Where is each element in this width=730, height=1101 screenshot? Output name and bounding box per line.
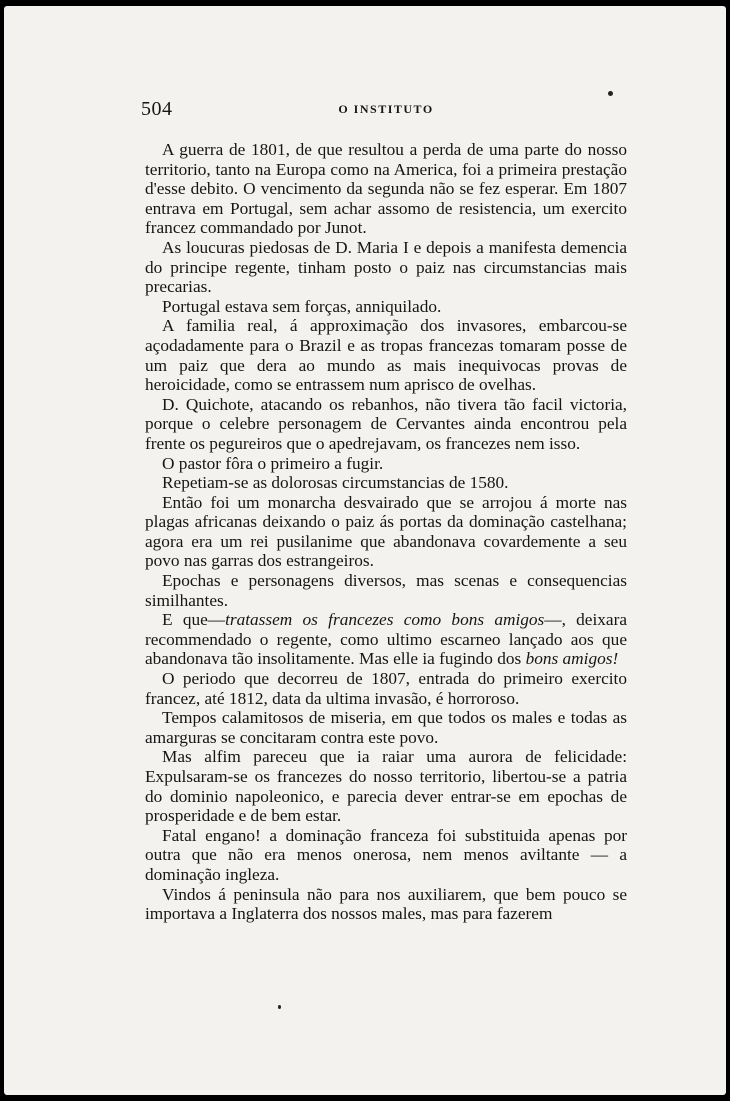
italic-phrase: bons amigos! xyxy=(525,649,619,669)
paragraph: Vindos á peninsula não para nos auxiliarem, que bem pouco se importava a Inglaterra dos nossos males, mas para fazerem xyxy=(145,884,627,924)
paragraph: Tempos calamitosos de miseria, em que todos os males e todas as amarguras se concitaram contra este povo. xyxy=(145,708,627,747)
paragraph: A guerra de 1801, de que resultou a perda de uma parte do nosso territorio, tanto na Europa como na America, foi a primeira prestação d'esse debito. O vencimento da segunda não se fez esperar. Em 1807 entrava em Portugal, sem achar assomo de resistencia, um exercito francez commandado por Junot. xyxy=(145,140,627,238)
paragraph: O pastor fôra o primeiro a fugir. xyxy=(162,453,384,473)
ink-speck xyxy=(278,1005,281,1009)
paragraph: Mas alfim pareceu que ia raiar uma aurora de felicidade: Expulsaram-se os francezes do nosso territorio, libertou-se a patria do dominio napoleonico, e parecia dever entrar-se em epochas de prosperidade e de bem estar. xyxy=(145,747,627,826)
paragraph: A familia real, á approximação dos invasores, embarcou-se açodadamente para o Brazil e as tropas francezas tomaram posse de um paiz que dera ao mundo as mais inequivocas provas de heroicidade, como se entrassem num aprisco de ovelhas. xyxy=(145,316,627,395)
page-header xyxy=(141,92,627,122)
paragraph-text: —, deixara recommendado o regente, como ultimo escarneo lançado aos que abandonava tão insolitamente. Mas elle ia fugindo dos xyxy=(145,610,628,669)
running-head: O INSTITUTO xyxy=(338,102,434,116)
paragraph xyxy=(145,610,627,669)
body-text xyxy=(145,140,627,924)
paragraph: Portugal estava sem forças, anniquilado. xyxy=(162,296,442,316)
paragraph: Fatal engano! a dominação franceza foi substituida apenas por outra que não era menos onerosa, nem menos aviltante — a dominação ingleza. xyxy=(145,825,627,884)
paragraph: Então foi um monarcha desvairado que se arrojou á morte nas plagas africanas deixando o paiz ás portas da dominação castelhana; agora era um rei pusilanime que abandonava covardemente a seu povo nas garras dos estrangeiros. xyxy=(145,492,627,571)
italic-quote: tratassem os francezes como bons amigos xyxy=(225,610,545,630)
paragraph: As loucuras piedosas de D. Maria I e depois a manifesta demencia do principe regente, tinham posto o paiz nas circumstancias mais precarias. xyxy=(145,237,627,297)
paragraph: Repetiam-se as dolorosas circumstancias de 1580. xyxy=(162,473,509,493)
paragraph: O periodo que decorreu de 1807, entrada do primeiro exercito francez, até 1812, data da ultima invasão, é horroroso. xyxy=(145,669,627,708)
document-page xyxy=(141,92,628,924)
paragraph: D. Quichote, atacando os rebanhos, não tivera tão facil victoria, porque o celebre personagem de Cervantes ainda encontrou pela frente os pegureiros que o apedrejavam, os francezes nem isso. xyxy=(145,394,627,453)
page-number: 504 xyxy=(141,98,173,120)
paragraph: Epochas e personagens diversos, mas scenas e consequencias similhantes. xyxy=(145,571,627,610)
paragraph-text: E que— xyxy=(162,610,226,630)
